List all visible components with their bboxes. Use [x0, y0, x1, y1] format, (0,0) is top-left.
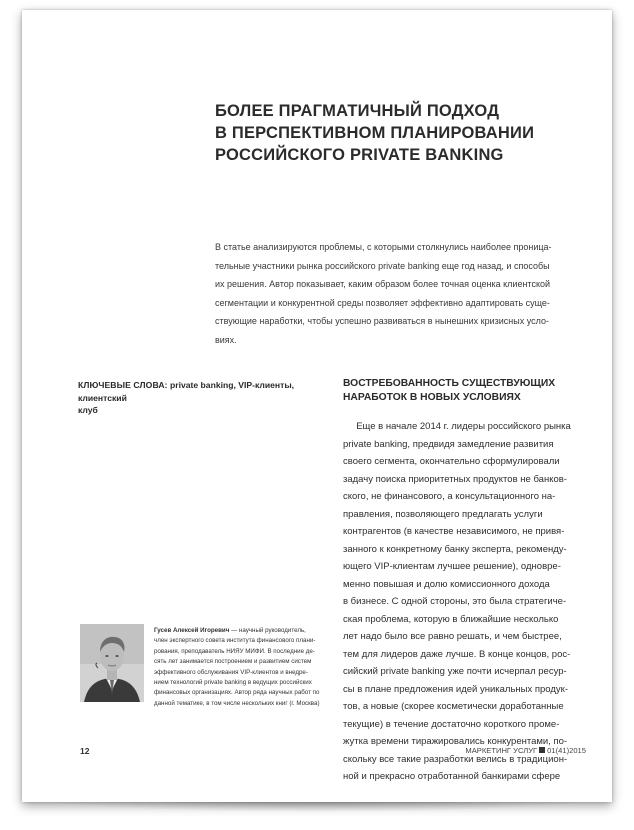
body-line: ского, не финансового, а консультационного на- [343, 491, 556, 502]
body-line: занного к конкретному банку эксперта, рекоменду- [343, 543, 567, 555]
body-line: контрагентов (в качестве независимого, не привя- [343, 526, 565, 537]
body-line: жутка времени тиражировались конкурентами, по- [343, 736, 568, 747]
author-bio-line: нием технологий private banking в ведущих российских [154, 679, 312, 687]
body-line: тов, а новые (скорее косметически доработанные [343, 701, 564, 712]
body-line: в бизнесе. С одной стороны, это была стратегиче- [343, 596, 567, 607]
abstract-line: В статье анализируются проблемы, с которыми столкнулись наиболее проница- [215, 242, 552, 252]
author-photo [80, 624, 144, 702]
journal-issue: 01(41)2015 [547, 746, 586, 755]
author-bio-line: финансовых организациях. Автор ряда научных работ по [154, 689, 320, 697]
title-line: РОССИЙСКОГО PRIVATE BANKING [215, 146, 504, 164]
keywords-values-cont: клуб [78, 405, 98, 415]
author-bio-line: эффективного обслуживания VIP-клиентов и внедре- [154, 668, 308, 676]
abstract-line: сегментации и конкурентной среды позволяет эффективно адаптировать суще- [215, 297, 550, 308]
keywords-values: private banking, VIP-клиенты, клиентский [78, 380, 295, 403]
body-line: ская проблема, которую в ближайшие несколько [343, 613, 559, 625]
body-line: сы в плане предложения идей уникальных продук- [343, 683, 568, 695]
author-bio-line: рования, преподаватель НИЯУ МИФИ. В последние де- [154, 647, 315, 655]
body-line: сийский private banking уже почти исчерпал ресур- [343, 666, 567, 677]
title-line: БОЛЕЕ ПРАГМАТИЧНЫЙ ПОДХОД [215, 102, 500, 120]
abstract-line: тельные участники рынка российского private banking еще год назад, и способы [215, 260, 550, 271]
journal-name: МАРКЕТИНГ УСЛУГ [465, 746, 538, 755]
body-line: ющего VIP-клиентам лучшее решение), одновре- [343, 561, 561, 572]
title-line: В ПЕРСПЕКТИВНОМ ПЛАНИРОВАНИИ [215, 124, 535, 142]
author-bio [154, 626, 326, 709]
body-line: Еще в начале 2014 г. лидеры российского рынка [343, 421, 571, 432]
section-heading-line: ВОСТРЕБОВАННОСТЬ СУЩЕСТВУЮЩИХ [343, 378, 556, 389]
body-line: тем для лидеров даже лучше. В конце концов, рос- [343, 648, 571, 660]
author-bio-line: данной тематике, в том числе нескольких книг (г. Москва) [154, 699, 320, 707]
square-bullet-icon [539, 747, 545, 753]
author-bio-line: сять лет занимается построением и развитием систем [154, 658, 312, 666]
abstract-line: виях. [215, 334, 237, 345]
author-portrait-image [80, 624, 144, 702]
body-line: правления, позволяющего предлагать услуги [343, 508, 543, 520]
abstract-line: ствующие наработки, чтобы успешно развиваться в нынешних кризисных усло- [215, 316, 549, 327]
author-bio-line: член экспертного совета института финансового плани- [154, 637, 316, 645]
body-line: ной и прекрасно отработанной банкирами сфере [343, 771, 561, 782]
article-abstract [215, 238, 590, 350]
section-heading [343, 377, 603, 404]
body-line: private banking, предвидя замедление развития [343, 438, 554, 450]
keywords-block [78, 379, 328, 417]
keywords-label: КЛЮЧЕВЫЕ СЛОВА: [78, 380, 168, 390]
body-line: задачу поиска приоритетных продуктов не банков- [343, 473, 567, 485]
article-body [343, 418, 595, 786]
article-title [215, 100, 575, 166]
body-line: менно повышая и долю комиссионного дохода [343, 578, 550, 590]
section-heading-line: НАРАБОТОК В НОВЫХ УСЛОВИЯХ [343, 391, 521, 403]
journal-footer [465, 746, 586, 755]
author-bio-first: — научный руководитель, [229, 627, 306, 634]
page-number: 12 [80, 746, 90, 756]
body-line: скольку все такие разработки велись в традицион- [343, 753, 568, 765]
body-line: лет надо было все равно решать, и чем быстрее, [343, 631, 562, 642]
author-name: Гусев Алексей Игоревич [154, 627, 230, 634]
body-line: своего сегмента, окончательно сформулировали [343, 456, 560, 467]
abstract-line: их решения. Автор показывает, каким образом более точная оценка клиентской [215, 279, 551, 290]
body-line: текущие) в течение достаточно короткого проме- [343, 718, 560, 730]
